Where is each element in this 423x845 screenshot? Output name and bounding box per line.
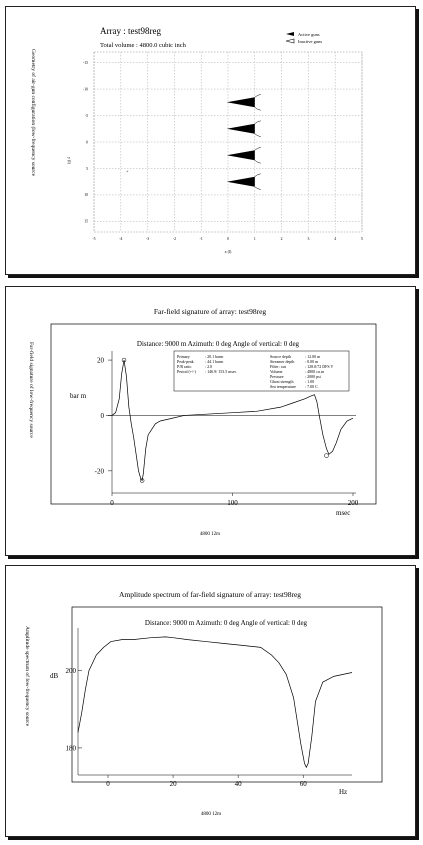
info-left-value: : 2.0 — [205, 364, 213, 369]
geometry-y-tick: -10 — [82, 87, 88, 92]
info-left-value: : 146.9/ 153.5 msec — [205, 369, 237, 374]
spectrum-x-tick: 60 — [299, 780, 307, 788]
spectrum-yunit: dB — [50, 672, 59, 680]
active-gun-tail — [255, 147, 261, 163]
info-left-key: Peak-peak — [177, 359, 194, 364]
info-right-value: : 7.00 C — [305, 384, 318, 389]
geometry-x-tick: 0 — [227, 237, 229, 241]
spectrum-footer: 4800 12m — [200, 812, 222, 817]
legend-inactive-label: Inactive guns — [298, 39, 323, 44]
signature-ylabel: Far-field signature of low-frequency source — [28, 342, 34, 438]
signature-y-tick: 0 — [100, 411, 104, 420]
signature-y-tick: -20 — [94, 467, 104, 476]
geometry-grid — [94, 52, 362, 232]
info-right-key: Streamer depth — [270, 359, 295, 364]
geometry-x-tick: -4 — [119, 237, 123, 241]
legend-active-icon — [286, 32, 294, 36]
info-right-value: : 1.00 — [305, 379, 315, 384]
geometry-x-tick: -5 — [92, 237, 96, 241]
info-right-key: Volume — [270, 369, 283, 374]
signature-peak-marker — [324, 454, 328, 458]
spectrum-axes — [78, 628, 352, 778]
info-right-value: : 128.0/72 DFS V — [305, 364, 334, 369]
signature-title: Far-field signature of array: test98reg — [153, 307, 267, 316]
signature-y-tick: 20 — [97, 356, 104, 365]
active-gun-mark — [227, 150, 255, 160]
info-left-key: P/B ratio — [177, 364, 192, 369]
spectrum-x-tick: 20 — [169, 780, 177, 788]
signature-chart — [6, 287, 415, 555]
info-left-key: Primary — [177, 354, 190, 359]
spectrum-y-tick: 200 — [65, 667, 76, 676]
geometry-y-tick: 10 — [84, 193, 88, 198]
info-right-key: Source depth — [270, 354, 291, 359]
spectrum-ylabel: Amplitude spectrum of low-frequency source — [24, 626, 30, 727]
geometry-y-tick: -5 — [84, 113, 88, 118]
signature-page — [5, 286, 416, 556]
geometry-subtitle: Total volume : 4800.0 cubic inch — [100, 42, 186, 49]
geometry-y-tick: 15 — [84, 219, 88, 224]
spectrum-y-tick: 180 — [65, 744, 76, 753]
active-gun-tail — [255, 174, 261, 190]
geometry-ylabel: Geometry of air-gun configuration (low-frequency source — [30, 49, 36, 177]
geometry-ylabel-small: y (l) — [67, 157, 72, 164]
info-left-value: : 20.1 barm — [205, 354, 224, 359]
spectrum-subtitle: Distance: 9000 m Azimuth: 0 deg Angle of vertical: 0 deg — [144, 619, 308, 627]
legend-inactive-icon — [286, 39, 294, 43]
geometry-x-tick: 5 — [361, 237, 363, 241]
geometry-x-tick: -2 — [172, 237, 176, 241]
signature-footer: 4800 12m — [199, 532, 221, 537]
signature-x-tick: 0 — [110, 499, 114, 507]
geometry-x-tick: -3 — [146, 237, 150, 241]
geometry-annotation: + — [126, 168, 129, 174]
info-right-key: Filter: out — [270, 364, 286, 369]
geometry-x-tick: 3 — [307, 237, 310, 241]
info-left-key: Period (+/-) — [177, 369, 196, 374]
signature-info-box — [174, 351, 349, 391]
geometry-title: Array : test98reg — [100, 26, 161, 36]
legend-active-label: Active guns — [298, 32, 320, 37]
info-right-key: Pressure — [270, 374, 284, 379]
info-right-value: : 4800 cu.in — [305, 369, 324, 374]
signature-yunit: bar m — [70, 392, 87, 400]
info-right-key: Ghost strength — [270, 379, 294, 384]
geometry-chart — [6, 7, 415, 274]
info-left-value: : 44.1 barm — [205, 359, 224, 364]
active-gun-tail — [255, 94, 261, 110]
signature-x-tick: 200 — [347, 499, 359, 507]
spectrum-tick-labels — [66, 667, 308, 788]
spectrum-x-tick: 0 — [106, 780, 110, 788]
signature-xlabel: msec — [336, 509, 351, 517]
info-right-value: : 0.00 m — [305, 359, 319, 364]
info-right-value: : 2000 psi — [305, 374, 321, 379]
active-gun-tail — [255, 121, 261, 137]
spectrum-x-tick: 40 — [234, 780, 242, 788]
geometry-x-tick: -1 — [199, 237, 203, 241]
spectrum-xlabel: Hz — [339, 788, 348, 796]
geometry-page — [5, 6, 416, 275]
geometry-y-tick: -15 — [82, 60, 88, 65]
spectrum-title: Amplitude spectrum of far-field signature of array: test98reg — [118, 590, 302, 599]
geometry-x-tick: 4 — [334, 237, 337, 241]
spectrum-frame — [72, 607, 382, 782]
signature-subtitle: Distance: 9000 m Azimuth: 0 deg Angle of vertical: 0 deg — [136, 340, 300, 348]
geometry-y-tick: 5 — [86, 166, 88, 171]
spectrum-chart — [6, 566, 415, 836]
geometry-tick-labels — [83, 61, 363, 241]
spectrum-series-line — [78, 637, 352, 767]
geometry-y-tick: 0 — [86, 140, 88, 145]
geometry-xlabel: x (l) — [224, 249, 232, 254]
geometry-x-tick: 2 — [280, 237, 283, 241]
active-gun-mark — [227, 177, 255, 187]
active-gun-mark — [227, 97, 255, 107]
active-gun-mark — [227, 124, 255, 134]
signature-x-tick: 100 — [227, 499, 238, 507]
info-right-value: : 12.00 m — [305, 354, 321, 359]
spectrum-page — [5, 565, 416, 837]
geometry-x-tick: 1 — [253, 237, 256, 241]
info-right-key: Sea temperature — [270, 384, 296, 389]
